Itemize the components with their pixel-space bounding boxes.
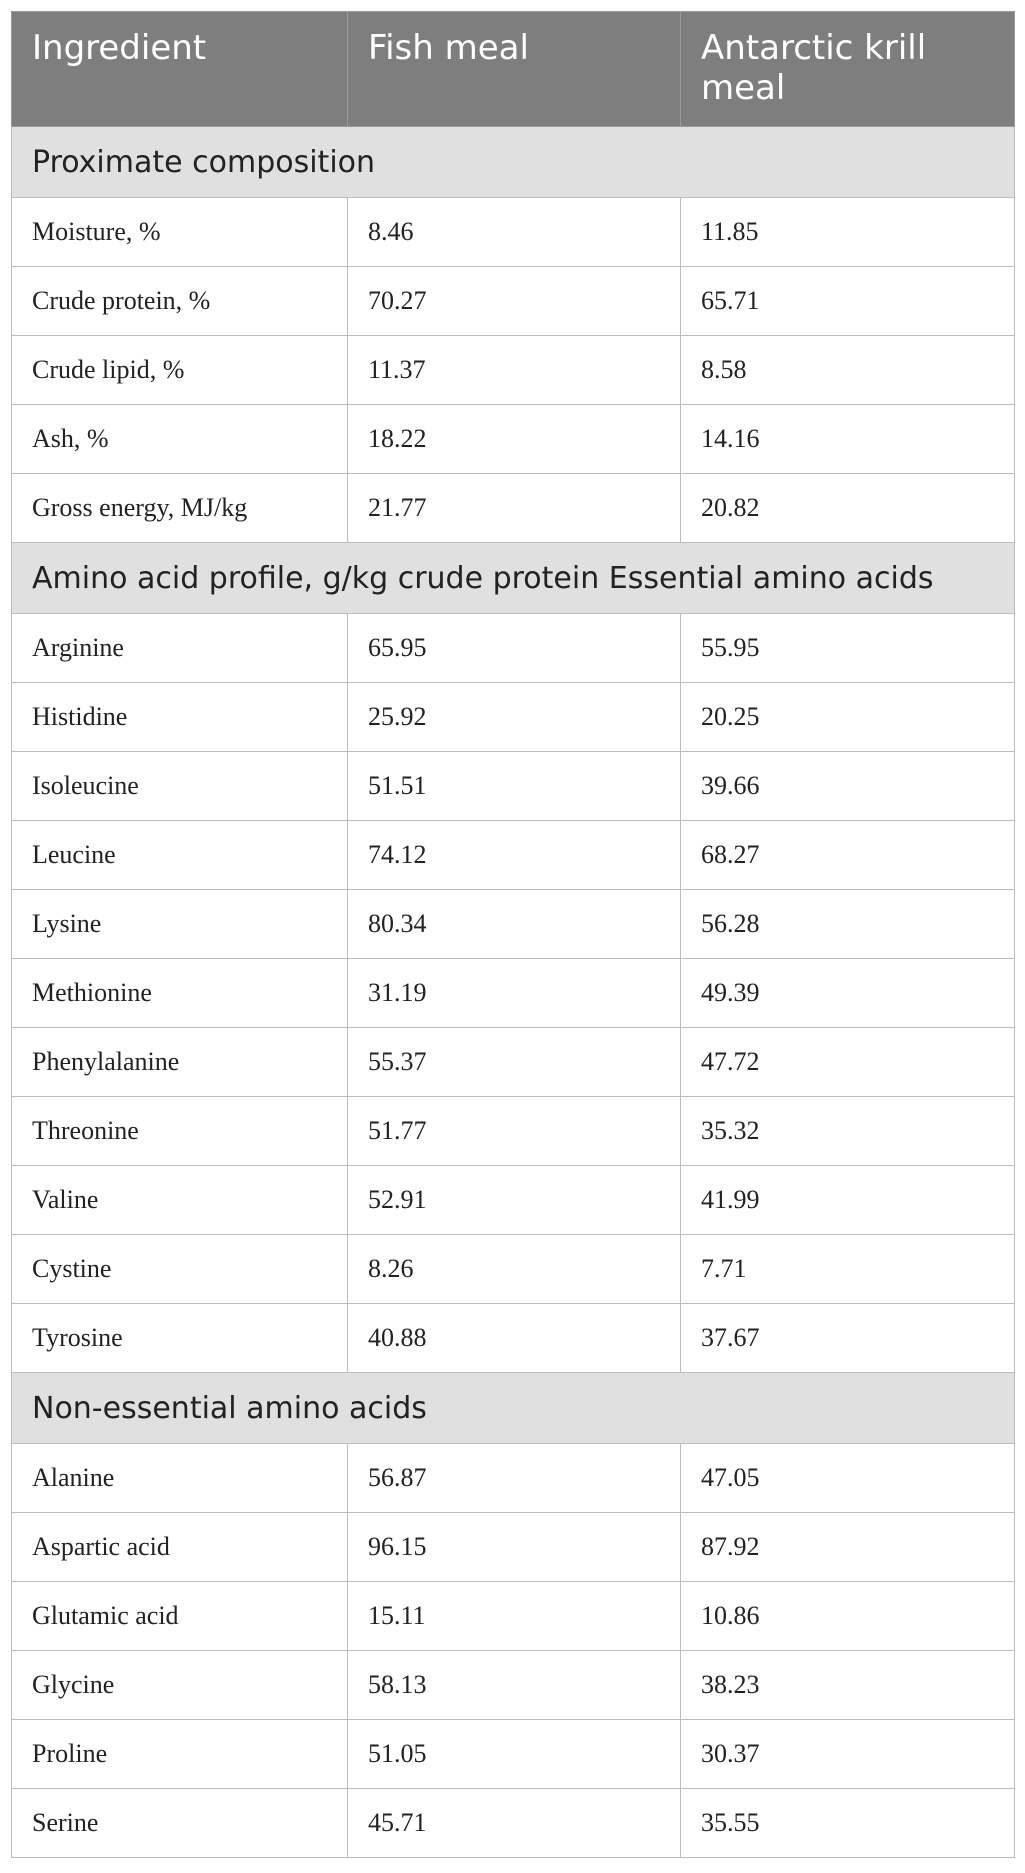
cell-fish-meal: 21.77 <box>348 474 681 543</box>
cell-ingredient: Valine <box>12 1166 348 1235</box>
table-row <box>12 1444 1015 1513</box>
cell-ingredient: Leucine <box>12 821 348 890</box>
table-row <box>12 198 1015 267</box>
cell-fish-meal: 55.37 <box>348 1028 681 1097</box>
cell-fish-meal: 51.05 <box>348 1720 681 1789</box>
table-row <box>12 959 1015 1028</box>
cell-ingredient: Methionine <box>12 959 348 1028</box>
cell-fish-meal: 52.91 <box>348 1166 681 1235</box>
cell-fish-meal: 31.19 <box>348 959 681 1028</box>
section-title: Amino acid profile, g/kg crude protein Essential amino acids <box>12 543 1015 614</box>
cell-ingredient: Ash, % <box>12 405 348 474</box>
cell-ingredient: Glycine <box>12 1651 348 1720</box>
table-row <box>12 1235 1015 1304</box>
cell-krill-meal: 10.86 <box>681 1582 1015 1651</box>
cell-ingredient: Proline <box>12 1720 348 1789</box>
table-row <box>12 267 1015 336</box>
cell-ingredient: Lysine <box>12 890 348 959</box>
cell-krill-meal: 56.28 <box>681 890 1015 959</box>
table-row <box>12 1028 1015 1097</box>
table-row <box>12 890 1015 959</box>
cell-krill-meal: 39.66 <box>681 752 1015 821</box>
cell-ingredient: Isoleucine <box>12 752 348 821</box>
table-row <box>12 1166 1015 1235</box>
cell-ingredient: Serine <box>12 1789 348 1858</box>
table-row <box>12 614 1015 683</box>
table-row <box>12 405 1015 474</box>
table-row <box>12 683 1015 752</box>
cell-krill-meal: 20.25 <box>681 683 1015 752</box>
cell-ingredient: Phenylalanine <box>12 1028 348 1097</box>
table-row <box>12 474 1015 543</box>
cell-krill-meal: 47.05 <box>681 1444 1015 1513</box>
cell-fish-meal: 51.77 <box>348 1097 681 1166</box>
section-title: Proximate composition <box>12 127 1015 198</box>
cell-ingredient: Alanine <box>12 1444 348 1513</box>
cell-krill-meal: 14.16 <box>681 405 1015 474</box>
section-header-row <box>12 1373 1015 1444</box>
cell-krill-meal: 87.92 <box>681 1513 1015 1582</box>
table-row <box>12 1513 1015 1582</box>
cell-ingredient: Arginine <box>12 614 348 683</box>
section-title: Non-essential amino acids <box>12 1373 1015 1444</box>
section-header-row <box>12 127 1015 198</box>
cell-krill-meal: 30.37 <box>681 1720 1015 1789</box>
cell-krill-meal: 35.55 <box>681 1789 1015 1858</box>
cell-fish-meal: 8.26 <box>348 1235 681 1304</box>
cell-ingredient: Cystine <box>12 1235 348 1304</box>
cell-fish-meal: 70.27 <box>348 267 681 336</box>
column-header-ingredient: Ingredient <box>12 12 348 127</box>
column-header-fish-meal: Fish meal <box>348 12 681 127</box>
cell-ingredient: Glutamic acid <box>12 1582 348 1651</box>
composition-table <box>11 11 1015 1858</box>
table-row <box>12 336 1015 405</box>
cell-fish-meal: 45.71 <box>348 1789 681 1858</box>
cell-krill-meal: 47.72 <box>681 1028 1015 1097</box>
section-header-row <box>12 543 1015 614</box>
cell-fish-meal: 8.46 <box>348 198 681 267</box>
table-row <box>12 1651 1015 1720</box>
cell-krill-meal: 55.95 <box>681 614 1015 683</box>
table-body <box>12 127 1015 1858</box>
cell-ingredient: Aspartic acid <box>12 1513 348 1582</box>
table-row <box>12 1304 1015 1373</box>
cell-fish-meal: 65.95 <box>348 614 681 683</box>
cell-krill-meal: 20.82 <box>681 474 1015 543</box>
cell-fish-meal: 80.34 <box>348 890 681 959</box>
cell-krill-meal: 41.99 <box>681 1166 1015 1235</box>
cell-fish-meal: 11.37 <box>348 336 681 405</box>
cell-krill-meal: 35.32 <box>681 1097 1015 1166</box>
table-row <box>12 821 1015 890</box>
cell-ingredient: Histidine <box>12 683 348 752</box>
cell-ingredient: Moisture, % <box>12 198 348 267</box>
table-row <box>12 1789 1015 1858</box>
table-row <box>12 1582 1015 1651</box>
table-row <box>12 752 1015 821</box>
cell-krill-meal: 65.71 <box>681 267 1015 336</box>
cell-krill-meal: 37.67 <box>681 1304 1015 1373</box>
cell-fish-meal: 25.92 <box>348 683 681 752</box>
cell-krill-meal: 49.39 <box>681 959 1015 1028</box>
cell-krill-meal: 11.85 <box>681 198 1015 267</box>
cell-ingredient: Tyrosine <box>12 1304 348 1373</box>
cell-krill-meal: 68.27 <box>681 821 1015 890</box>
cell-ingredient: Gross energy, MJ/kg <box>12 474 348 543</box>
cell-fish-meal: 74.12 <box>348 821 681 890</box>
header-row <box>12 12 1015 127</box>
cell-fish-meal: 58.13 <box>348 1651 681 1720</box>
cell-ingredient: Threonine <box>12 1097 348 1166</box>
composition-table-container <box>11 11 1014 1858</box>
cell-ingredient: Crude protein, % <box>12 267 348 336</box>
cell-fish-meal: 15.11 <box>348 1582 681 1651</box>
cell-krill-meal: 8.58 <box>681 336 1015 405</box>
cell-krill-meal: 7.71 <box>681 1235 1015 1304</box>
cell-fish-meal: 56.87 <box>348 1444 681 1513</box>
cell-fish-meal: 51.51 <box>348 752 681 821</box>
cell-fish-meal: 40.88 <box>348 1304 681 1373</box>
column-header-krill-meal: Antarctic krill meal <box>681 12 1015 127</box>
table-row <box>12 1097 1015 1166</box>
cell-fish-meal: 96.15 <box>348 1513 681 1582</box>
cell-krill-meal: 38.23 <box>681 1651 1015 1720</box>
table-row <box>12 1720 1015 1789</box>
cell-ingredient: Crude lipid, % <box>12 336 348 405</box>
cell-fish-meal: 18.22 <box>348 405 681 474</box>
